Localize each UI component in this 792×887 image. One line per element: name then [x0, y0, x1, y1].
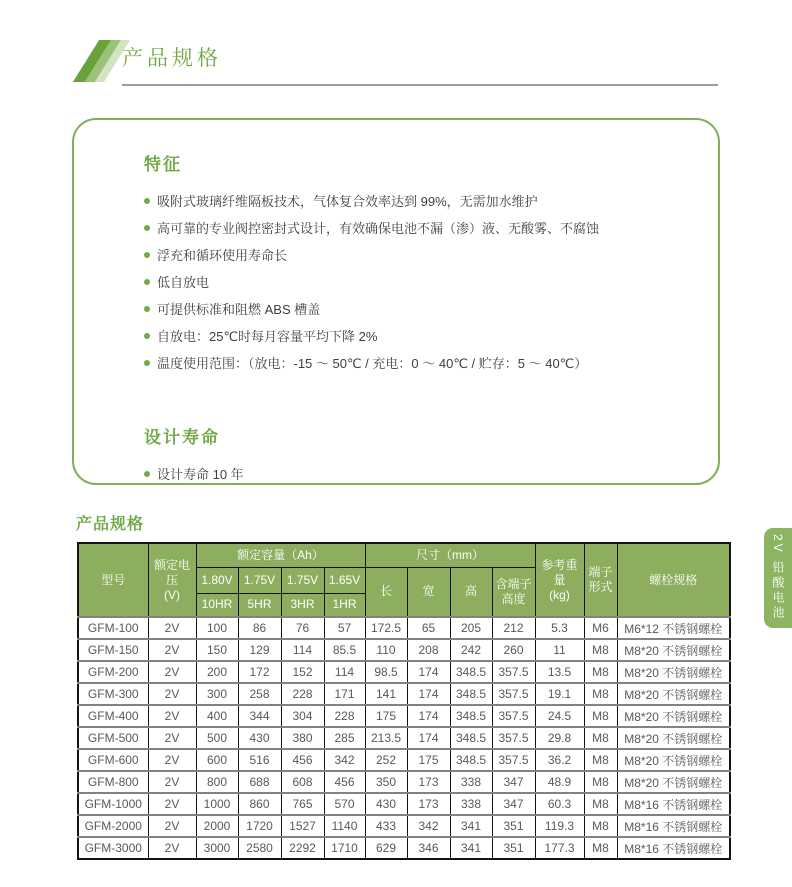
terminal-type-line2: 形式: [588, 580, 613, 594]
cell-cap_5hr: 172: [238, 661, 281, 683]
cell-bolt_spec: M6*12 不锈钢螺栓: [617, 617, 730, 639]
side-tab-2v-lead-acid-battery[interactable]: [764, 528, 792, 628]
cell-rated_voltage: 2V: [148, 617, 196, 639]
cell-cap_1hr: 171: [324, 683, 365, 705]
cell-length: 430: [365, 793, 407, 815]
col-group-dimensions: 尺寸（mm）: [365, 543, 535, 567]
cell-cap_5hr: 688: [238, 771, 281, 793]
cell-cap_5hr: 344: [238, 705, 281, 727]
table-row: [78, 661, 730, 683]
bullet-dot-icon: [144, 252, 150, 258]
cell-terminal_type: M8: [584, 683, 617, 705]
slash-stripes-icon: [80, 40, 124, 82]
rated-voltage-unit: (V): [164, 587, 180, 602]
col-header-height: 高: [450, 567, 492, 617]
cell-model: GFM-3000: [78, 837, 148, 859]
cell-cap_10hr: 3000: [196, 837, 238, 859]
cell-cap_10hr: 300: [196, 683, 238, 705]
table-row: [78, 639, 730, 661]
cell-width: 174: [407, 683, 450, 705]
cell-model: GFM-500: [78, 727, 148, 749]
cell-length: 213.5: [365, 727, 407, 749]
cell-cap_3hr: 304: [281, 705, 324, 727]
col-header-capacity-rate: 3HR: [281, 593, 324, 617]
cell-cap_1hr: 342: [324, 749, 365, 771]
cell-width: 342: [407, 815, 450, 837]
cell-cap_10hr: 150: [196, 639, 238, 661]
cell-cap_10hr: 200: [196, 661, 238, 683]
cell-cap_3hr: 228: [281, 683, 324, 705]
cell-height: 348.5: [450, 661, 492, 683]
cell-rated_voltage: 2V: [148, 661, 196, 683]
cell-width: 65: [407, 617, 450, 639]
cell-cap_1hr: 570: [324, 793, 365, 815]
cell-terminal_type: M8: [584, 793, 617, 815]
design-life-list: [144, 461, 678, 488]
cell-cap_10hr: 500: [196, 727, 238, 749]
cell-terminal_type: M8: [584, 771, 617, 793]
bullet-dot-icon: [144, 471, 150, 477]
cell-width: 175: [407, 749, 450, 771]
table-row: [78, 815, 730, 837]
cell-width: 173: [407, 793, 450, 815]
cell-terminal_type: M8: [584, 705, 617, 727]
cell-cap_10hr: 800: [196, 771, 238, 793]
cell-rated_voltage: 2V: [148, 705, 196, 727]
cell-model: GFM-600: [78, 749, 148, 771]
cell-terminal_type: M8: [584, 661, 617, 683]
cell-length: 110: [365, 639, 407, 661]
cell-cap_10hr: 600: [196, 749, 238, 771]
feature-item-text: 自放电：25℃时每月容量平均下降 2%: [157, 329, 378, 344]
col-header-bolt-spec: 螺栓规格: [617, 543, 730, 617]
table-row: [78, 683, 730, 705]
cell-cap_5hr: 129: [238, 639, 281, 661]
design-life-heading: 设计寿命: [144, 428, 220, 447]
cell-terminal_type: M8: [584, 837, 617, 859]
features-list: [144, 188, 678, 377]
cell-height: 341: [450, 815, 492, 837]
cell-cap_1hr: 1140: [324, 815, 365, 837]
cell-height_with_terminal: 260: [492, 639, 535, 661]
col-header-capacity-voltage: 1.75V: [238, 567, 281, 593]
feature-item: [144, 350, 678, 377]
terminal-type-line1: 端子: [588, 565, 613, 579]
rated-voltage-label: 额定电压: [153, 557, 190, 587]
col-header-capacity-rate: 5HR: [238, 593, 281, 617]
cell-height: 338: [450, 771, 492, 793]
cell-cap_3hr: 608: [281, 771, 324, 793]
cell-height: 348.5: [450, 683, 492, 705]
features-heading: 特征: [144, 155, 182, 174]
design-life-item-text: 设计寿命 10 年: [157, 467, 244, 482]
cell-cap_5hr: 2580: [238, 837, 281, 859]
col-header-model: 型号: [78, 543, 148, 617]
table-row: [78, 617, 730, 639]
feature-item-text: 吸附式玻璃纤维隔板技术，气体复合效率达到 99%，无需加水维护: [157, 194, 538, 209]
cell-ref_weight_kg: 19.1: [535, 683, 584, 705]
cell-height: 242: [450, 639, 492, 661]
cell-ref_weight_kg: 11: [535, 639, 584, 661]
cell-height_with_terminal: 357.5: [492, 749, 535, 771]
cell-terminal_type: M6: [584, 617, 617, 639]
cell-height_with_terminal: 351: [492, 815, 535, 837]
cell-rated_voltage: 2V: [148, 815, 196, 837]
cell-cap_3hr: 765: [281, 793, 324, 815]
feature-box: [72, 118, 720, 485]
cell-bolt_spec: M8*20 不锈钢螺栓: [617, 749, 730, 771]
cell-cap_3hr: 114: [281, 639, 324, 661]
cell-ref_weight_kg: 119.3: [535, 815, 584, 837]
cell-height: 348.5: [450, 705, 492, 727]
cell-terminal_type: M8: [584, 815, 617, 837]
ref-weight-label: 参考重量: [541, 557, 578, 587]
cell-bolt_spec: M8*20 不锈钢螺栓: [617, 661, 730, 683]
feature-item: [144, 323, 678, 350]
bullet-dot-icon: [144, 279, 150, 285]
cell-cap_1hr: 456: [324, 771, 365, 793]
cell-bolt_spec: M8*16 不锈钢螺栓: [617, 837, 730, 859]
cell-ref_weight_kg: 36.2: [535, 749, 584, 771]
height-with-terminal-line1: 含端子: [495, 576, 532, 591]
cell-cap_10hr: 100: [196, 617, 238, 639]
cell-rated_voltage: 2V: [148, 727, 196, 749]
table-row: [78, 793, 730, 815]
cell-model: GFM-2000: [78, 815, 148, 837]
ref-weight-unit: (kg): [549, 587, 570, 602]
cell-bolt_spec: M8*20 不锈钢螺栓: [617, 771, 730, 793]
cell-ref_weight_kg: 24.5: [535, 705, 584, 727]
cell-height: 348.5: [450, 749, 492, 771]
bullet-dot-icon: [144, 225, 150, 231]
cell-cap_1hr: 57: [324, 617, 365, 639]
feature-item-text: 可提供标准和阻燃 ABS 槽盖: [157, 302, 321, 317]
table-row: [78, 705, 730, 727]
cell-length: 172.5: [365, 617, 407, 639]
col-header-terminal-type: [584, 543, 617, 617]
cell-length: 350: [365, 771, 407, 793]
cell-cap_3hr: 456: [281, 749, 324, 771]
cell-height_with_terminal: 357.5: [492, 727, 535, 749]
cell-cap_5hr: 258: [238, 683, 281, 705]
cell-length: 141: [365, 683, 407, 705]
cell-bolt_spec: M8*20 不锈钢螺栓: [617, 705, 730, 727]
table-row: [78, 837, 730, 859]
cell-model: GFM-800: [78, 771, 148, 793]
col-header-capacity-voltage: 1.80V: [196, 567, 238, 593]
bullet-dot-icon: [144, 306, 150, 312]
bullet-dot-icon: [144, 333, 150, 339]
side-tab-label: 2V 铅酸电池: [771, 534, 785, 622]
cell-model: GFM-300: [78, 683, 148, 705]
cell-cap_1hr: 114: [324, 661, 365, 683]
cell-height: 338: [450, 793, 492, 815]
cell-bolt_spec: M8*16 不锈钢螺栓: [617, 793, 730, 815]
cell-length: 629: [365, 837, 407, 859]
cell-cap_3hr: 152: [281, 661, 324, 683]
spec-table: [77, 542, 731, 860]
bullet-dot-icon: [144, 198, 150, 204]
cell-model: GFM-150: [78, 639, 148, 661]
design-life-item: [144, 461, 678, 488]
cell-length: 98.5: [365, 661, 407, 683]
header-divider: [122, 84, 718, 86]
cell-height_with_terminal: 357.5: [492, 683, 535, 705]
cell-bolt_spec: M8*20 不锈钢螺栓: [617, 639, 730, 661]
col-header-rated-voltage: [148, 543, 196, 617]
page-title: 产品规格: [122, 47, 222, 70]
cell-terminal_type: M8: [584, 749, 617, 771]
cell-model: GFM-1000: [78, 793, 148, 815]
cell-height: 341: [450, 837, 492, 859]
cell-cap_5hr: 516: [238, 749, 281, 771]
bullet-dot-icon: [144, 360, 150, 366]
table-row: [78, 771, 730, 793]
cell-cap_3hr: 380: [281, 727, 324, 749]
col-header-width: 宽: [407, 567, 450, 617]
cell-rated_voltage: 2V: [148, 771, 196, 793]
height-with-terminal-line2: 高度: [501, 591, 526, 606]
table-row: [78, 727, 730, 749]
cell-cap_3hr: 76: [281, 617, 324, 639]
cell-cap_10hr: 2000: [196, 815, 238, 837]
cell-height: 348.5: [450, 727, 492, 749]
feature-item: [144, 215, 678, 242]
cell-length: 433: [365, 815, 407, 837]
feature-item: [144, 269, 678, 296]
cell-width: 174: [407, 661, 450, 683]
feature-item-text: 温度使用范围：（放电：-15 ～ 50℃ / 充电：0 ～ 40℃ / 贮存：5 ～ 40℃）: [157, 356, 588, 371]
cell-cap_5hr: 1720: [238, 815, 281, 837]
cell-rated_voltage: 2V: [148, 837, 196, 859]
feature-item: [144, 242, 678, 269]
col-header-length: 长: [365, 567, 407, 617]
cell-cap_10hr: 1000: [196, 793, 238, 815]
cell-terminal_type: M8: [584, 727, 617, 749]
feature-item: [144, 296, 678, 323]
cell-width: 346: [407, 837, 450, 859]
cell-model: GFM-100: [78, 617, 148, 639]
cell-ref_weight_kg: 177.3: [535, 837, 584, 859]
cell-cap_5hr: 86: [238, 617, 281, 639]
cell-rated_voltage: 2V: [148, 683, 196, 705]
cell-cap_10hr: 400: [196, 705, 238, 727]
feature-item: [144, 188, 678, 215]
cell-bolt_spec: M8*20 不锈钢螺栓: [617, 727, 730, 749]
table-row: [78, 749, 730, 771]
cell-model: GFM-200: [78, 661, 148, 683]
cell-ref_weight_kg: 48.9: [535, 771, 584, 793]
cell-width: 174: [407, 727, 450, 749]
cell-cap_5hr: 860: [238, 793, 281, 815]
feature-item-text: 低自放电: [157, 275, 210, 290]
col-header-capacity-voltage: 1.65V: [324, 567, 365, 593]
cell-length: 175: [365, 705, 407, 727]
cell-width: 208: [407, 639, 450, 661]
cell-ref_weight_kg: 5.3: [535, 617, 584, 639]
cell-rated_voltage: 2V: [148, 749, 196, 771]
cell-cap_1hr: 285: [324, 727, 365, 749]
cell-ref_weight_kg: 13.5: [535, 661, 584, 683]
cell-bolt_spec: M8*16 不锈钢螺栓: [617, 815, 730, 837]
cell-height_with_terminal: 347: [492, 771, 535, 793]
cell-height_with_terminal: 351: [492, 837, 535, 859]
cell-cap_1hr: 228: [324, 705, 365, 727]
cell-height_with_terminal: 357.5: [492, 661, 535, 683]
col-header-ref-weight: [535, 543, 584, 617]
cell-cap_3hr: 1527: [281, 815, 324, 837]
cell-terminal_type: M8: [584, 639, 617, 661]
cell-height_with_terminal: 357.5: [492, 705, 535, 727]
cell-cap_1hr: 1710: [324, 837, 365, 859]
cell-height_with_terminal: 212: [492, 617, 535, 639]
col-header-height-with-terminal: [492, 567, 535, 617]
col-header-capacity-rate: 1HR: [324, 593, 365, 617]
cell-cap_1hr: 85.5: [324, 639, 365, 661]
spec-table-heading: 产品规格: [76, 516, 145, 533]
cell-bolt_spec: M8*20 不锈钢螺栓: [617, 683, 730, 705]
feature-item-text: 高可靠的专业阀控密封式设计，有效确保电池不漏（渗）液、无酸雾、不腐蚀: [157, 221, 600, 236]
cell-length: 252: [365, 749, 407, 771]
col-header-capacity-voltage: 1.75V: [281, 567, 324, 593]
cell-rated_voltage: 2V: [148, 639, 196, 661]
cell-model: GFM-400: [78, 705, 148, 727]
feature-item-text: 浮充和循环使用寿命长: [157, 248, 288, 263]
cell-height: 205: [450, 617, 492, 639]
cell-ref_weight_kg: 29.8: [535, 727, 584, 749]
cell-height_with_terminal: 347: [492, 793, 535, 815]
cell-ref_weight_kg: 60.3: [535, 793, 584, 815]
cell-width: 173: [407, 771, 450, 793]
col-header-capacity-rate: 10HR: [196, 593, 238, 617]
cell-cap_3hr: 2292: [281, 837, 324, 859]
col-group-rated-capacity: 额定容量（Ah）: [196, 543, 365, 567]
cell-rated_voltage: 2V: [148, 793, 196, 815]
cell-cap_5hr: 430: [238, 727, 281, 749]
cell-width: 174: [407, 705, 450, 727]
